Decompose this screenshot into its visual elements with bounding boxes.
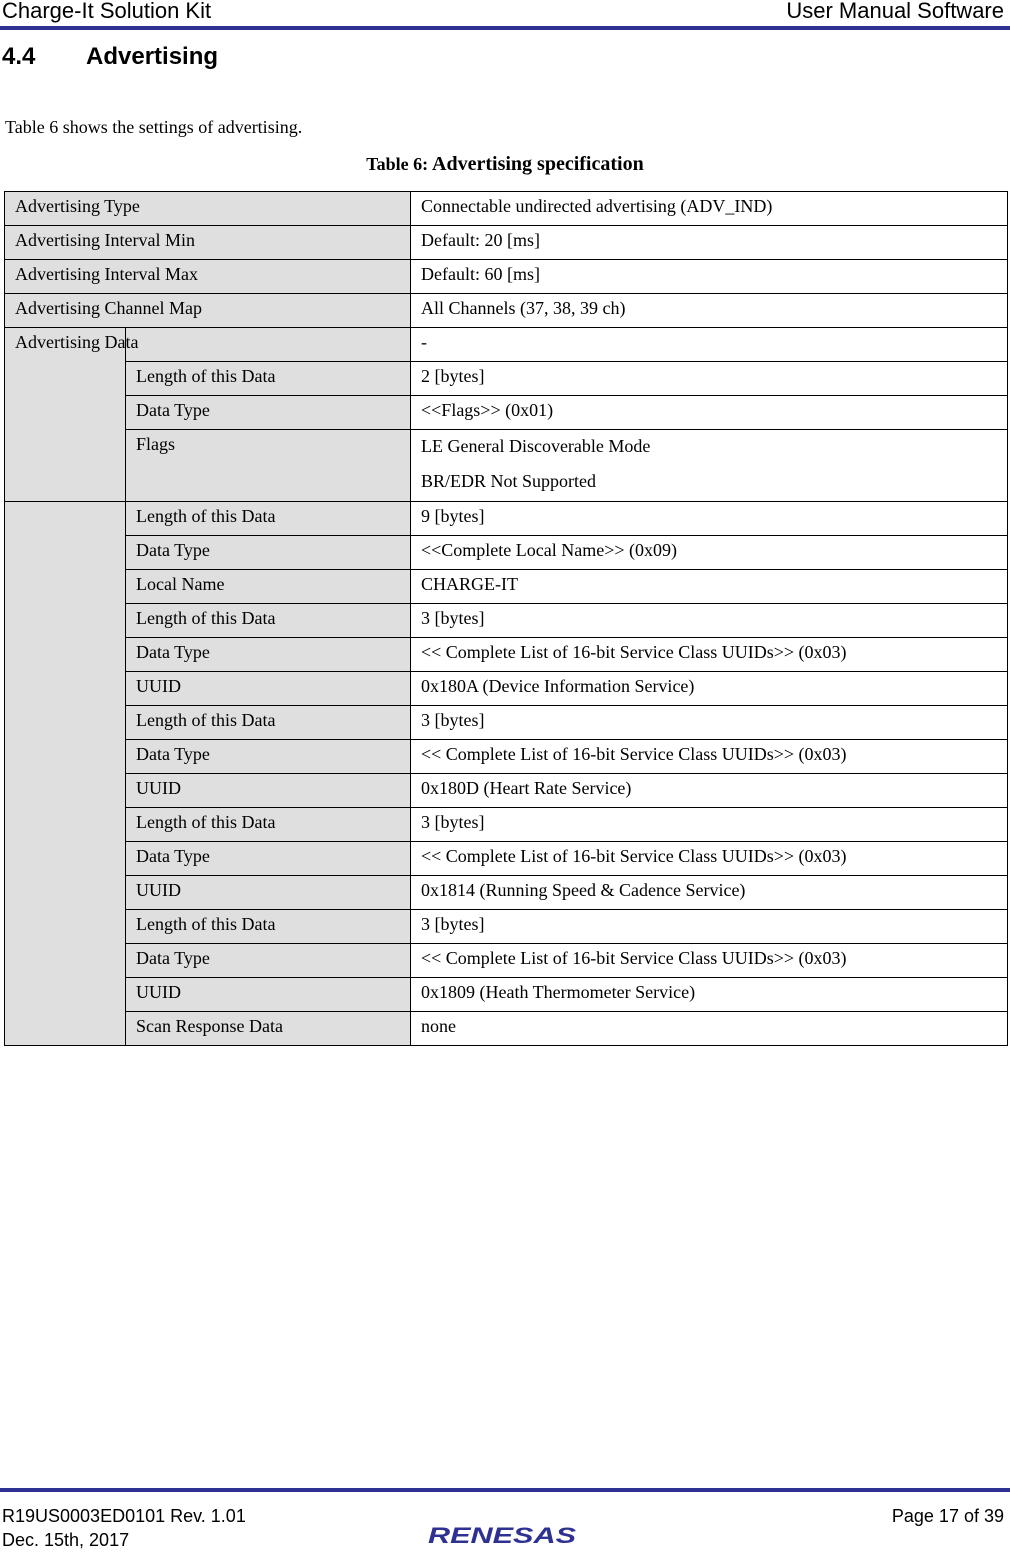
value-line: BR/EDR Not Supported (421, 471, 597, 491)
intro-paragraph: Table 6 shows the settings of advertising. (5, 117, 303, 137)
table-row (5, 502, 1008, 536)
field-cell: Data Type (126, 396, 411, 430)
value-cell: << Complete List of 16-bit Service Class UUIDs>> (0x03) (411, 638, 1008, 672)
table-row-advertising-data (5, 328, 1008, 362)
value-line: LE General Discoverable Mode (421, 436, 651, 456)
field-cell: Length of this Data (126, 808, 411, 842)
renesas-logo (428, 1524, 578, 1551)
value-cell: 0x180D (Heart Rate Service) (411, 774, 1008, 808)
table-row (5, 536, 1008, 570)
field-cell: Data Type (126, 536, 411, 570)
param-cell: Advertising Type (5, 192, 411, 226)
field-cell: Data Type (126, 944, 411, 978)
value-cell: 0x1814 (Running Speed & Cadence Service) (411, 876, 1008, 910)
value-cell: 3 [bytes] (411, 808, 1008, 842)
spec-table-body (5, 192, 1008, 1046)
footer-date: Dec. 15th, 2017 (2, 1530, 130, 1550)
field-cell: UUID (126, 672, 411, 706)
value-cell: Default: 20 [ms] (411, 226, 1008, 260)
value-cell: 3 [bytes] (411, 604, 1008, 638)
section-heading (2, 42, 218, 72)
field-cell: Data Type (126, 842, 411, 876)
footer-rule (0, 1488, 1010, 1492)
param-cell: Advertising Channel Map (5, 294, 411, 328)
value-cell: All Channels (37, 38, 39 ch) (411, 294, 1008, 328)
value-cell: CHARGE-IT (411, 570, 1008, 604)
renesas-logo-text: RENESAS (428, 1523, 577, 1548)
table-row (5, 740, 1008, 774)
table-row (5, 876, 1008, 910)
value-cell-multiline (411, 430, 1008, 502)
field-cell: Data Type (126, 638, 411, 672)
field-cell: Length of this Data (126, 706, 411, 740)
table-row (5, 294, 1008, 328)
value-cell: <<Flags>> (0x01) (411, 396, 1008, 430)
value-cell: << Complete List of 16-bit Service Class UUIDs>> (0x03) (411, 842, 1008, 876)
table-row (5, 774, 1008, 808)
table-row (5, 842, 1008, 876)
renesas-logo-icon (428, 1524, 578, 1546)
table-row (5, 672, 1008, 706)
group-spacer-cell (5, 502, 126, 1046)
param-cell: Advertising Interval Min (5, 226, 411, 260)
table-row (5, 362, 1008, 396)
value-cell: 0x180A (Device Information Service) (411, 672, 1008, 706)
value-cell: << Complete List of 16-bit Service Class UUIDs>> (0x03) (411, 740, 1008, 774)
value-cell: 0x1809 (Heath Thermometer Service) (411, 978, 1008, 1012)
field-cell: Length of this Data (126, 362, 411, 396)
table-row (5, 1012, 1008, 1046)
footer-doc-id: R19US0003ED0101 Rev. 1.01 (2, 1506, 246, 1526)
value-cell: 9 [bytes] (411, 502, 1008, 536)
value-cell: - (411, 328, 1008, 362)
field-cell: Length of this Data (126, 604, 411, 638)
value-cell: 3 [bytes] (411, 910, 1008, 944)
table-row (5, 192, 1008, 226)
field-cell: Local Name (126, 570, 411, 604)
field-cell: UUID (126, 978, 411, 1012)
field-cell: Scan Response Data (126, 1012, 411, 1046)
table-row (5, 604, 1008, 638)
table-row (5, 396, 1008, 430)
table-caption (0, 152, 1010, 176)
value-cell: << Complete List of 16-bit Service Class UUIDs>> (0x03) (411, 944, 1008, 978)
footer-page-number: Page 17 of 39 (891, 1506, 1004, 1526)
value-cell: Default: 60 [ms] (411, 260, 1008, 294)
table-row (5, 226, 1008, 260)
header-rule (0, 26, 1010, 30)
field-cell: Length of this Data (126, 502, 411, 536)
table-row (5, 944, 1008, 978)
value-cell: <<Complete Local Name>> (0x09) (411, 536, 1008, 570)
table-row (5, 638, 1008, 672)
table-caption-label: Table 6: (366, 154, 429, 174)
param-cell: Advertising Interval Max (5, 260, 411, 294)
header-title-left: Charge-It Solution Kit (2, 0, 212, 23)
value-cell: 3 [bytes] (411, 706, 1008, 740)
table-row (5, 430, 1008, 502)
table-row (5, 808, 1008, 842)
param-cell-empty (126, 328, 411, 362)
section-number: 4.4 (2, 43, 36, 70)
header-title-right: User Manual Software (786, 0, 1004, 23)
value-cell: Connectable undirected advertising (ADV_IND) (411, 192, 1008, 226)
table-caption-title: Advertising specification (432, 153, 644, 175)
table-row (5, 910, 1008, 944)
table-row (5, 570, 1008, 604)
table-row (5, 978, 1008, 1012)
value-cell: 2 [bytes] (411, 362, 1008, 396)
field-cell: UUID (126, 876, 411, 910)
table-row (5, 706, 1008, 740)
value-cell: none (411, 1012, 1008, 1046)
advertising-spec-table (4, 191, 1008, 1046)
field-cell: UUID (126, 774, 411, 808)
footer-left (2, 1504, 246, 1552)
field-cell: Flags (126, 430, 411, 502)
section-title: Advertising (86, 43, 219, 70)
table-row (5, 260, 1008, 294)
advertising-data-label-cell: Advertising Data (5, 328, 126, 502)
field-cell: Length of this Data (126, 910, 411, 944)
field-cell: Data Type (126, 740, 411, 774)
